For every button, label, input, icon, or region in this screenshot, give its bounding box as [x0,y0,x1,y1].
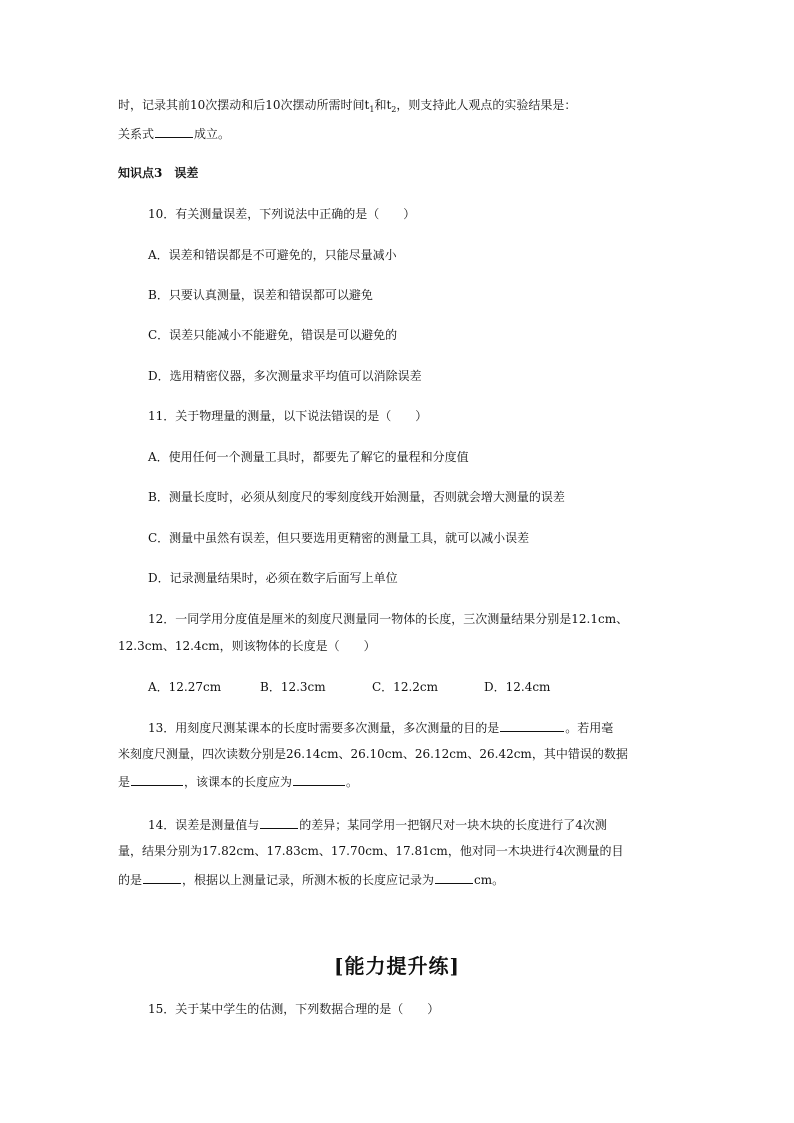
question-10-option-c: C．误差只能减小不能避免，错误是可以避免的 [148,328,398,342]
question-10-option-a: A．误差和错误都是不可避免的，只能尽量减小 [148,248,397,262]
question-13-line-2: 米刻度尺测量，四次读数分别是26.14cm、26.10cm、26.12cm、26.42cm，其中错误的数据 [118,747,628,761]
answer-blank [131,773,183,786]
question-11-option-d: D．记录测量结果时，必须在数字后面写上单位 [148,571,398,585]
intro-line-1: 时，记录其前10次摆动和后10次摆动所需时间$t_1$和$t_2$，则支持此人观点的实验结果是： [118,98,577,114]
question-14-line-2: 量，结果分别为17.82cm、17.83cm、17.70cm、17.81cm，他对同一木块进行4次测量的目 [118,844,624,858]
question-12-option-d: D．12.4cm [484,680,551,694]
question-11-option-b: B．测量长度时，必须从刻度尺的零刻度线开始测量，否则就会增大测量的误差 [148,490,565,504]
knowledge-point-heading: 知识点3 误差 [118,166,199,180]
question-11-stem: 11．关于物理量的测量，以下说法错误的是（ ） [148,409,428,423]
section-heading: [能力提升练] [334,954,460,978]
question-12-option-b: B．12.3cm [260,680,326,694]
question-11-option-a: A．使用任何一个测量工具时，都要先了解它的量程和分度值 [148,450,469,464]
question-14-line-1: 14．误差是测量值与 的差异；某同学用一把钢尺对一块木块的长度进行了4次测 [148,818,607,832]
answer-blank [435,871,473,884]
answer-blank [143,871,181,884]
answer-blank [155,125,193,138]
question-10-option-b: B．只要认真测量，误差和错误都可以避免 [148,288,373,302]
answer-blank [500,719,564,732]
answer-blank [260,816,298,829]
question-12-options [148,679,550,695]
question-12-stem-line-2: 12.3cm、12.4cm，则该物体的长度是（ ） [118,639,376,653]
question-13-line-1: 13．用刻度尺测某课本的长度时需要多次测量，多次测量的目的是 。若用毫 [148,721,614,735]
question-12-option-a: A．12.27cm [148,680,222,694]
question-10-option-d: D．选用精密仪器，多次测量求平均值可以消除误差 [148,369,422,383]
question-12-stem-line-1: 12．一同学用分度值是厘米的刻度尺测量同一物体的长度，三次测量结果分别是12.1cm、 [148,612,629,626]
answer-blank [293,773,345,786]
intro-line-2: 关系式 成立。 [118,127,231,141]
question-12-option-c: C．12.2cm [372,680,439,694]
question-11-option-c: C．测量中虽然有误差，但只要选用更精密的测量工具，就可以减小误差 [148,531,530,545]
question-13-line-3: 是 ，该课本的长度应为 。 [118,775,359,789]
question-10-stem: 10．有关测量误差，下列说法中正确的是（ ） [148,207,416,221]
question-14-line-3: 的是 ，根据以上测量记录，所测木板的长度应记录为 cm。 [118,873,505,887]
question-15-stem: 15．关于某中学生的估测，下列数据合理的是（ ） [148,1002,440,1016]
